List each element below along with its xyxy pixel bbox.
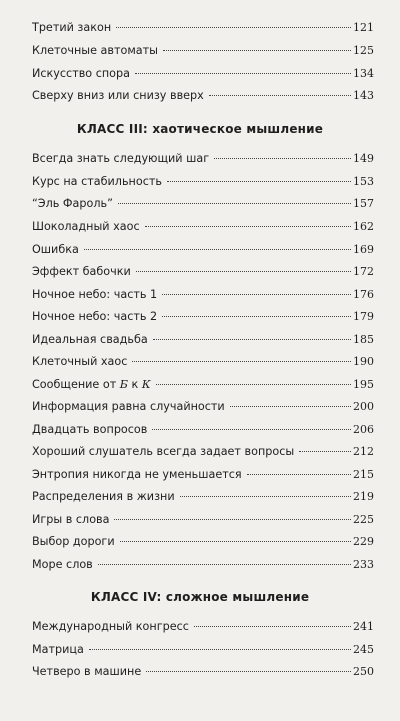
entry-title: Распределения в жизни <box>32 490 175 503</box>
entry-title: Международный конгресс <box>32 620 189 633</box>
entry-title: Курс на стабильность <box>32 175 162 188</box>
dot-leader <box>209 95 351 96</box>
toc-entry <box>32 377 374 393</box>
entry-page: 250 <box>353 665 374 678</box>
entry-page: 225 <box>353 513 374 526</box>
entry-title: Ночное небо: часть 2 <box>32 310 158 323</box>
entry-page: 149 <box>353 152 374 165</box>
dot-leader <box>163 50 351 51</box>
toc-entry <box>32 489 374 505</box>
entry-title-b: Б <box>119 378 128 391</box>
dot-leader <box>135 73 351 74</box>
entry-title: Всегда знать следующий шаг <box>32 152 210 165</box>
entry-page: 200 <box>353 400 374 413</box>
dot-leader <box>162 294 351 295</box>
entry-title: Третий закон <box>32 21 112 34</box>
dot-leader <box>194 626 351 627</box>
toc-entry <box>32 20 374 36</box>
section-label: КЛАСС IV: <box>90 590 166 604</box>
toc-entry <box>32 219 374 235</box>
entry-page: 125 <box>353 44 374 57</box>
entry-title: Хороший слушатель всегда задает вопросы <box>32 445 295 458</box>
dot-leader <box>98 564 351 565</box>
toc-entry <box>32 174 374 190</box>
entry-page: 241 <box>353 620 374 633</box>
entry-page: 219 <box>353 490 374 503</box>
entry-title: Клеточные автоматы <box>32 44 158 57</box>
entry-title: Четверо в машине <box>32 665 142 678</box>
entry-page: 169 <box>353 243 374 256</box>
toc-entry <box>32 444 374 460</box>
toc-entry <box>32 422 374 438</box>
section-label: КЛАСС III: <box>76 122 153 136</box>
dot-leader <box>247 474 351 475</box>
toc-entry <box>32 619 374 635</box>
entry-page: 212 <box>353 445 374 458</box>
entry-page: 233 <box>353 558 374 571</box>
entry-page: 134 <box>353 67 374 80</box>
toc-entry <box>32 557 374 573</box>
toc-entry <box>32 66 374 82</box>
entry-title: Море слов <box>32 558 93 571</box>
toc-entry <box>32 467 374 483</box>
dot-leader <box>152 429 351 430</box>
entry-title: Клеточный хаос <box>32 355 128 368</box>
entry-title: Матрица <box>32 643 84 656</box>
entry-page: 121 <box>353 21 374 34</box>
entry-page: 143 <box>353 89 374 102</box>
dot-leader <box>180 496 351 497</box>
toc-entry <box>32 642 374 658</box>
toc-entry <box>32 242 374 258</box>
dot-leader <box>145 226 351 227</box>
toc-entry <box>32 287 374 303</box>
entry-page: 185 <box>353 333 374 346</box>
entry-title: Сверху вниз или снизу вверх <box>32 89 204 102</box>
entry-page: 229 <box>353 535 374 548</box>
entry-page: 153 <box>353 175 374 188</box>
entry-title: Информация равна случайности <box>32 400 225 413</box>
toc-entry <box>32 664 374 680</box>
dot-leader <box>132 361 351 362</box>
dot-leader <box>136 271 351 272</box>
entry-page: 215 <box>353 468 374 481</box>
toc-entry <box>32 332 374 348</box>
entry-title: Искусство спора <box>32 67 130 80</box>
entry-title: Шоколадный хаос <box>32 220 140 233</box>
toc-entry <box>32 534 374 550</box>
entry-title: Выбор дороги <box>32 535 115 548</box>
entry-title-k: К <box>141 378 151 391</box>
entry-page: 190 <box>353 355 374 368</box>
toc-entry <box>32 512 374 528</box>
dot-leader <box>230 406 351 407</box>
dot-leader <box>162 316 351 317</box>
dot-leader <box>116 27 351 28</box>
section-title: хаотическое мышление <box>152 122 324 136</box>
toc-entry <box>32 151 374 167</box>
dot-leader <box>84 249 351 250</box>
entry-page: 195 <box>353 378 374 391</box>
entry-title: Игры в слова <box>32 513 110 526</box>
entry-title: “Эль Фароль” <box>32 197 113 210</box>
entry-title: Ночное небо: часть 1 <box>32 288 158 301</box>
dot-leader <box>146 671 351 672</box>
toc-entry <box>32 309 374 325</box>
dot-leader <box>299 451 351 452</box>
entry-title <box>32 377 151 393</box>
dot-leader <box>114 519 351 520</box>
section-heading-class-3 <box>0 122 400 136</box>
dot-leader <box>214 158 351 159</box>
dot-leader <box>153 339 351 340</box>
section-title: сложное мышление <box>165 590 310 604</box>
entry-page: 157 <box>353 197 374 210</box>
entry-page: 179 <box>353 310 374 323</box>
toc-entry <box>32 354 374 370</box>
toc-entry <box>32 399 374 415</box>
entry-page: 176 <box>353 288 374 301</box>
entry-title: Эффект бабочки <box>32 265 131 278</box>
toc-entry <box>32 43 374 59</box>
entry-title-mid: к <box>128 378 142 391</box>
toc-entry <box>32 196 374 212</box>
entry-title-prefix: Сообщение от <box>32 378 120 391</box>
entry-page: 172 <box>353 265 374 278</box>
toc-entry <box>32 264 374 280</box>
entry-title: Энтропия никогда не уменьшается <box>32 468 242 481</box>
entry-title: Ошибка <box>32 243 79 256</box>
entry-title: Двадцать вопросов <box>32 423 148 436</box>
dot-leader <box>120 541 351 542</box>
dot-leader <box>167 181 351 182</box>
entry-page: 245 <box>353 643 374 656</box>
dot-leader <box>156 384 351 385</box>
entry-page: 162 <box>353 220 374 233</box>
dot-leader <box>89 649 351 650</box>
toc-entry <box>32 88 374 104</box>
entry-page: 206 <box>353 423 374 436</box>
dot-leader <box>118 203 351 204</box>
section-heading-class-4 <box>0 590 400 604</box>
entry-title: Идеальная свадьба <box>32 333 148 346</box>
